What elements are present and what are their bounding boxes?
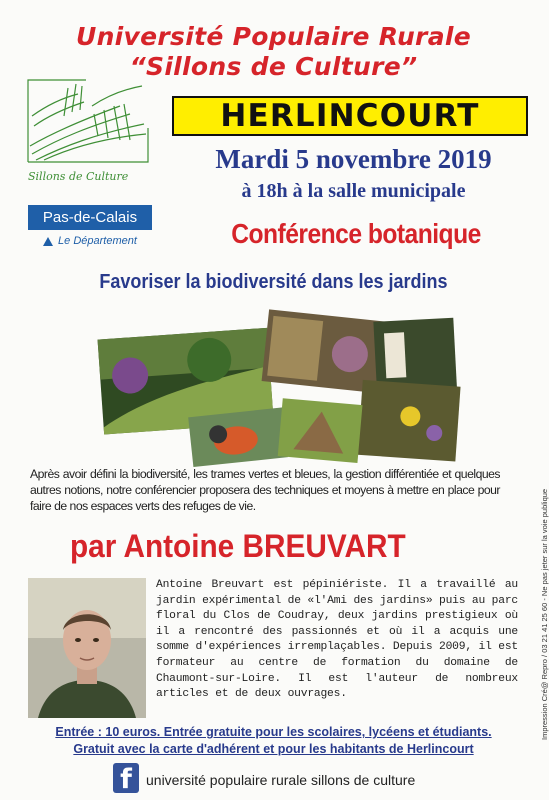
entry-free: Gratuit avec la carte d'adhérent et pour les habitants de Herlincourt	[73, 742, 474, 756]
department-sub	[28, 230, 152, 252]
entry-price: Entrée : 10 euros. Entrée gratuite pour les scolaires, lycéens et étudiants.	[55, 725, 492, 739]
event-subtitle: Favoriser la biodiversité dans les jardins	[99, 271, 448, 293]
speaker-heading: par Antoine BREUVART	[70, 528, 406, 564]
facebook-label: université populaire rurale sillons de culture	[146, 772, 416, 788]
triangle-icon	[43, 237, 53, 246]
print-note: Impression Cré@ Repro / 03 21 41 25 60 - Ne pas jeter sur la voie publique	[540, 488, 549, 740]
title-line-2: “Sillons de Culture”	[129, 52, 418, 81]
facebook-icon: f	[113, 763, 139, 793]
garden-photo-collage	[90, 312, 460, 462]
event-title: Conférence botanique	[231, 218, 481, 249]
speaker-bio: Antoine Breuvart est pépiniériste. Il a travaillé au jardin expérimental de «l'Ami des jardins» puis au parc floral du Clos de Coudray, deux jardins prestigieux où il a rencontré des passionnés et où il a acquis une somme d'expériences irremplaçables. Depuis 2009, il est formateur au centre de formation du domaine de Chaumont-sur-Loire. Il est l'auteur de nombreux articles et de deux ouvrages.	[156, 579, 518, 701]
department-name: Pas-de-Calais	[28, 205, 152, 230]
logo-caption: Sillons de Culture	[28, 170, 129, 183]
town-banner: HERLINCOURT	[172, 96, 528, 136]
event-date: Mardi 5 novembre 2019	[215, 144, 492, 174]
title-line-1: Université Populaire Rurale	[75, 22, 471, 51]
intro-paragraph: Après avoir défini la biodiversité, les trames vertes et bleues, la gestion différentiée et quelques autres notions, notre conférencier proposera des techniques et moyens à mettre en place pour faire de nos espaces verts des refuges de vie.	[30, 467, 500, 513]
event-time-place: à 18h à la salle municipale	[241, 180, 466, 202]
department-sub-label: Le Département	[58, 235, 137, 247]
department-logo	[28, 205, 152, 255]
speaker-portrait	[28, 578, 146, 718]
